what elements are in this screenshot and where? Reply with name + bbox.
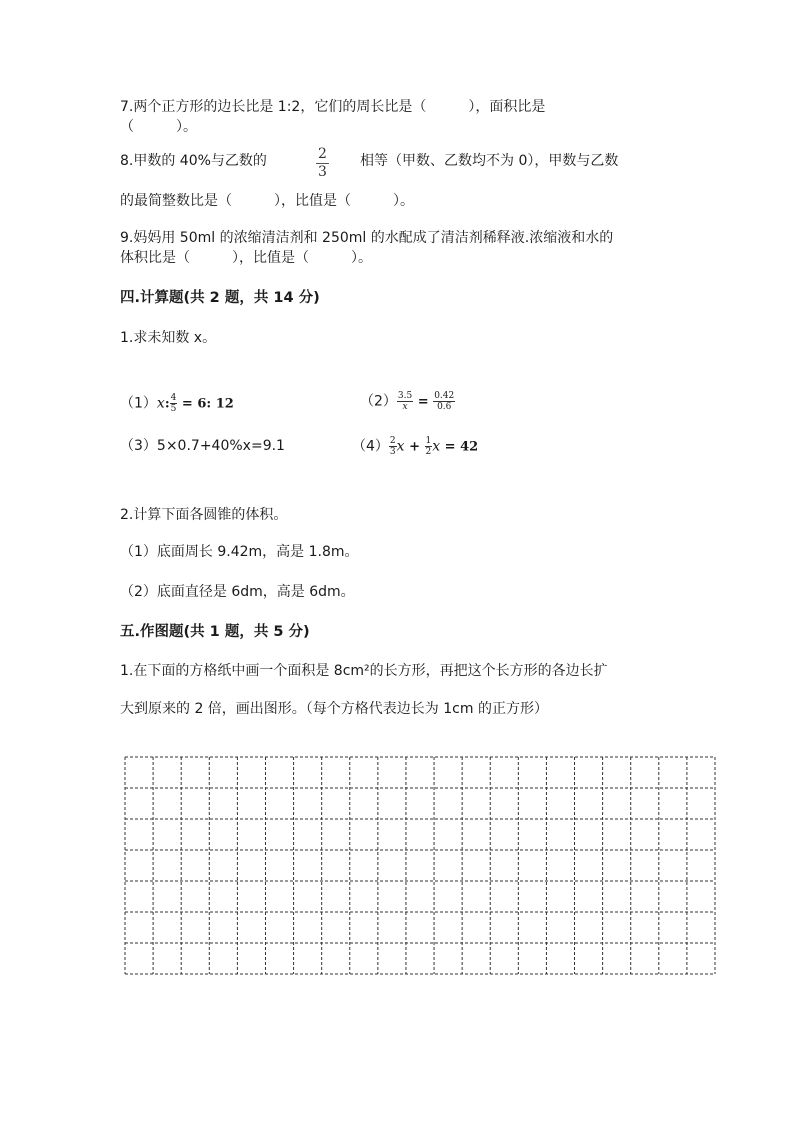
section5-title: 五.作图题(共 1 题，共 5 分) (120, 624, 310, 640)
eq2-fraction-left: $\frac{3.5}{x}$ (397, 391, 413, 412)
q9-line1: 9.妈妈用 50ml 的浓缩清洁剂和 250ml 的水配成了清洁剂稀释液.浓缩液和水的 (120, 230, 614, 246)
equation-3: （3）5×0.7+40%x=9.1 (120, 438, 285, 454)
square-grid-paper[interactable] (124, 756, 716, 976)
equation-2: （2） $\frac{3.5}{x}$ = $\frac{0.42}{0.6}$ (360, 391, 455, 412)
section4-title: 四.计算题(共 2 题，共 14 分) (120, 290, 320, 306)
s4-q2-part2: （2）底面直径是 6dm，高是 6dm。 (120, 584, 355, 600)
s4-q2: 2.计算下面各圆锥的体积。 (120, 507, 288, 523)
q8-fraction-denominator: 3 (318, 164, 327, 180)
q9-line2: 体积比是（ ），比值是（ ）。 (120, 250, 372, 266)
eq1-fraction: $\frac{4}{5}$ (170, 393, 177, 414)
q8-prefix: 8.甲数的 40%与乙数的 (120, 153, 267, 169)
q7-line1: 7.两个正方形的边长比是 1:2，它们的周长比是（ ），面积比是 (120, 99, 546, 115)
q8-line2: 的最简整数比是（ ），比值是（ ）。 (120, 193, 414, 209)
s5-q1-line1: 1.在下面的方格纸中画一个面积是 8cm²的长方形，再把这个长方形的各边长扩 (120, 663, 608, 679)
eq2-fraction-right: $\frac{0.42}{0.6}$ (434, 391, 455, 412)
equation-4: （4） $\frac{2}{3}$ x + $\frac{1}{2}$ x = 42 (352, 436, 479, 457)
q8-fraction (316, 146, 329, 181)
eq4-fraction-1: $\frac{2}{3}$ (389, 436, 396, 457)
equation-1: （1）x: $\frac{4}{5}$ = 6: 12 (120, 393, 234, 414)
q8-line1 (120, 151, 267, 171)
q8-suffix: 相等（甲数、乙数均不为 0），甲数与乙数 (360, 153, 619, 169)
q7-line2: （ ）。 (120, 119, 197, 135)
s4-q2-part1: （1）底面周长 9.42m，高是 1.8m。 (120, 544, 359, 560)
s5-q1-line2: 大到原来的 2 倍，画出图形。（每个方格代表边长为 1cm 的正方形） (120, 701, 548, 717)
eq4-fraction-2: $\frac{1}{2}$ (425, 436, 432, 457)
q8-fraction-numerator: 2 (318, 146, 327, 162)
s4-q1: 1.求未知数 x。 (120, 330, 217, 346)
